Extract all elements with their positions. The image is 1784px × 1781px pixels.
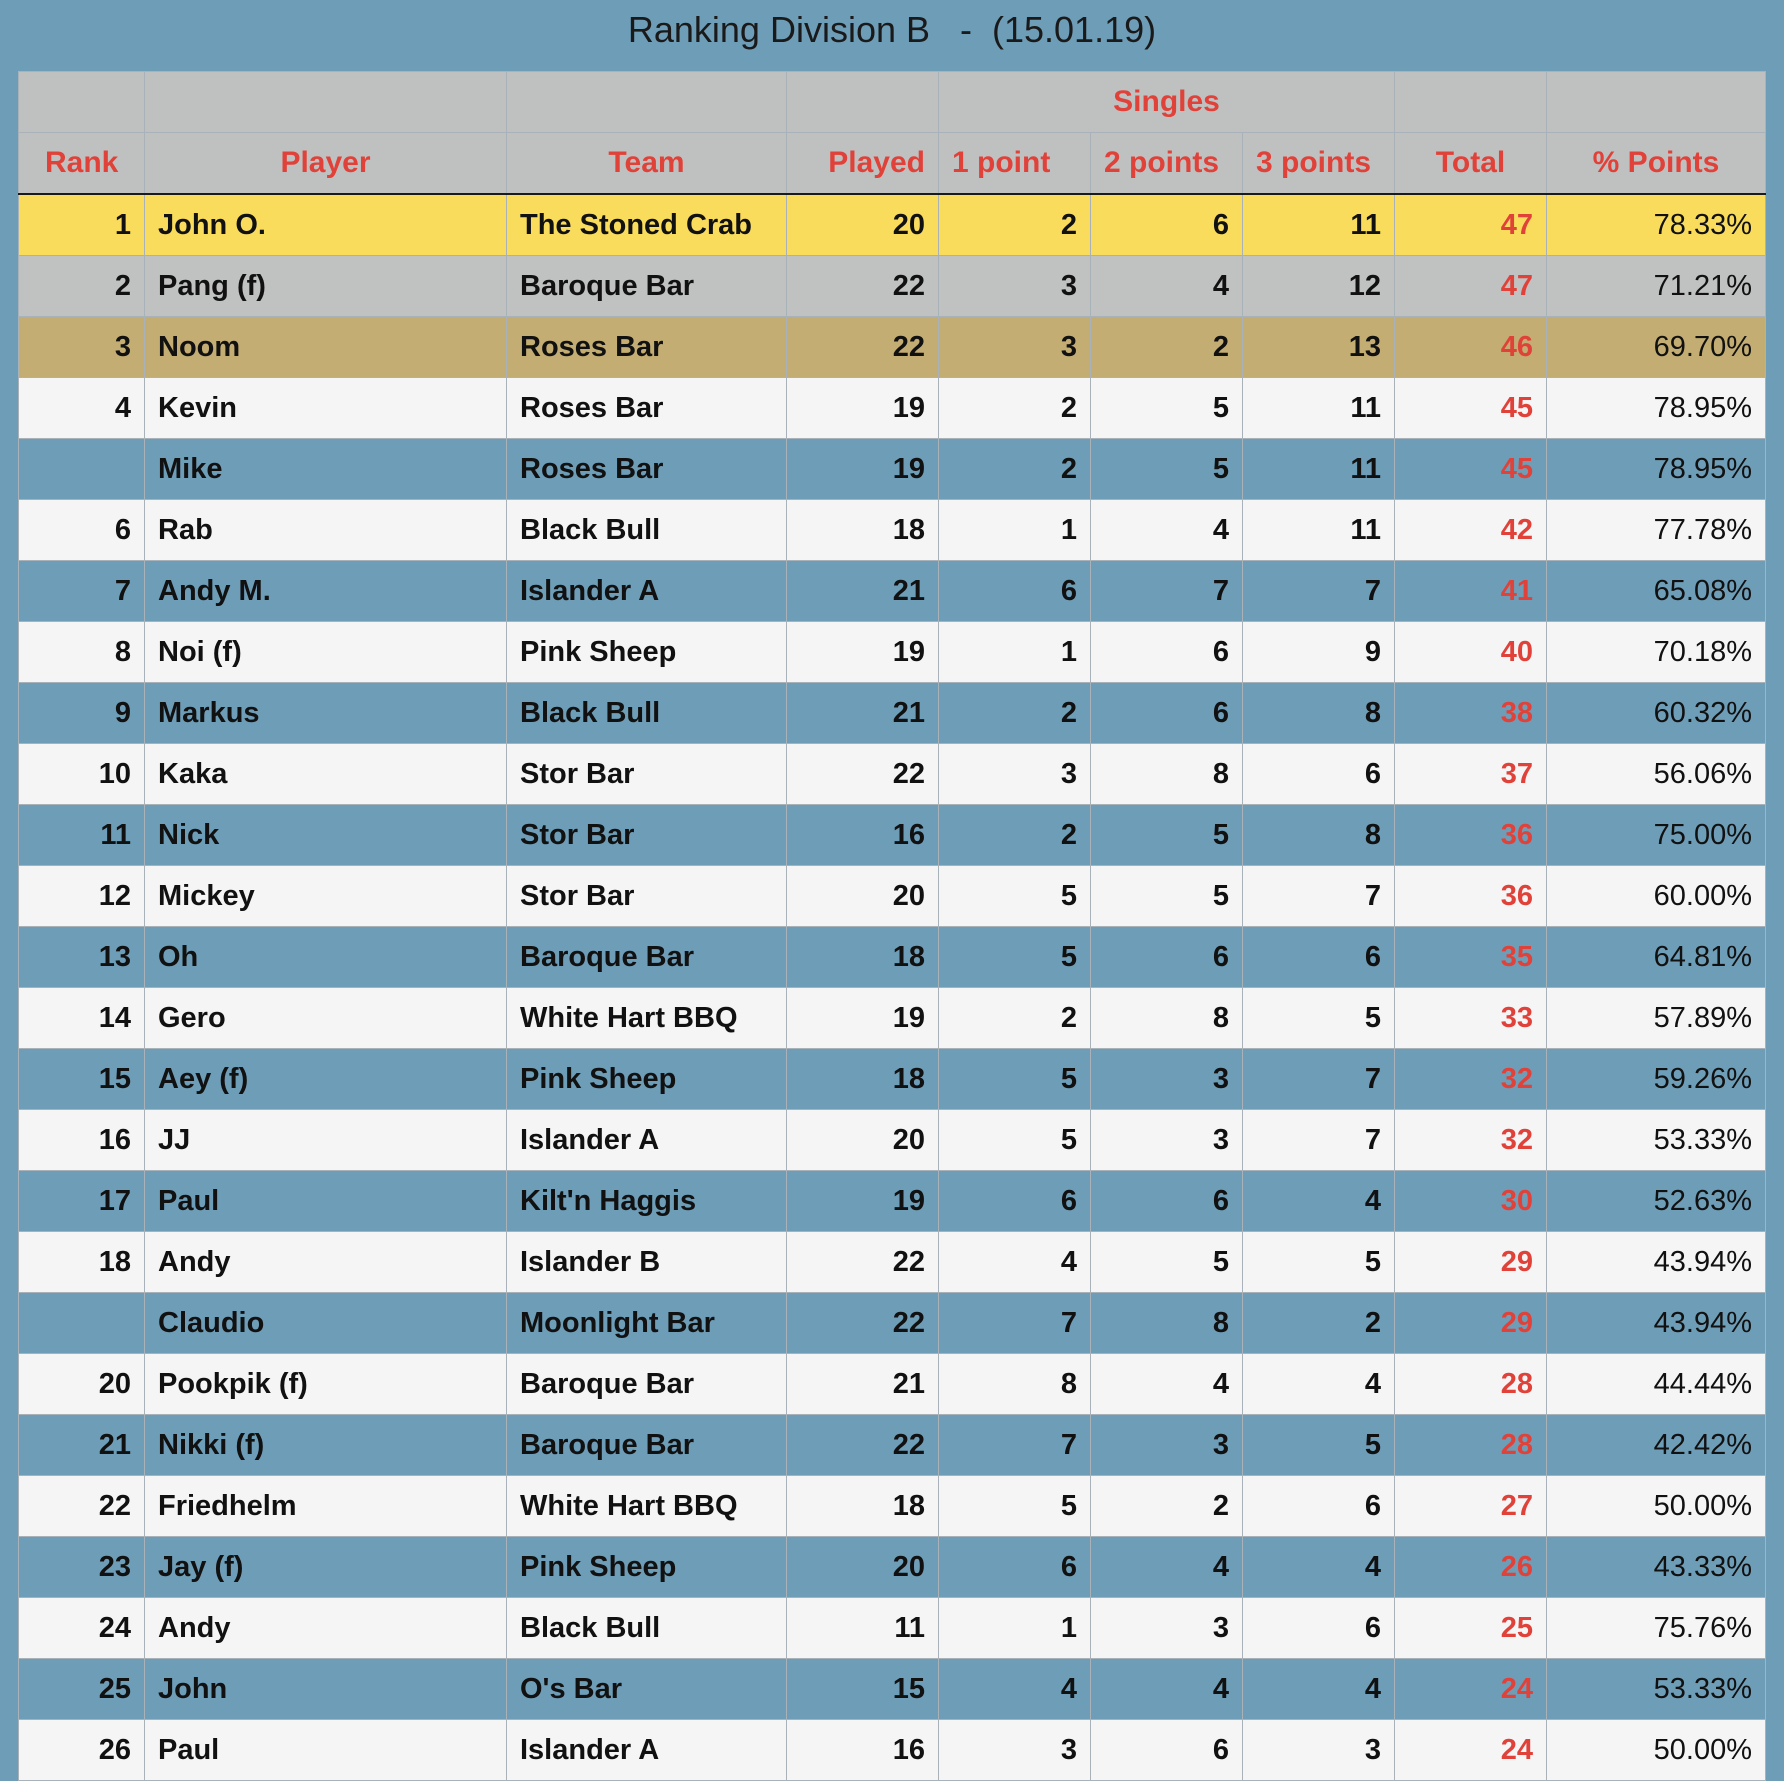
cell-percent-points: 75.00% xyxy=(1547,805,1766,866)
cell-total: 28 xyxy=(1395,1354,1547,1415)
cell-played: 16 xyxy=(787,805,939,866)
cell-3-points: 11 xyxy=(1243,439,1395,500)
cell-player: JJ xyxy=(145,1110,507,1171)
cell-played: 22 xyxy=(787,1293,939,1354)
table-row xyxy=(19,866,1766,927)
cell-total: 35 xyxy=(1395,927,1547,988)
cell-percent-points: 44.44% xyxy=(1547,1354,1766,1415)
cell-played: 11 xyxy=(787,1598,939,1659)
cell-2-points: 8 xyxy=(1091,1293,1243,1354)
ranking-rows xyxy=(19,194,1766,1781)
cell-percent-points: 71.21% xyxy=(1547,256,1766,317)
cell-player: John O. xyxy=(145,194,507,256)
cell-total: 42 xyxy=(1395,500,1547,561)
table-row xyxy=(19,194,1766,256)
cell-team: Islander A xyxy=(507,1720,787,1781)
cell-1-point: 7 xyxy=(939,1293,1091,1354)
cell-2-points: 8 xyxy=(1091,744,1243,805)
cell-rank xyxy=(19,1293,145,1354)
cell-total: 37 xyxy=(1395,744,1547,805)
cell-total: 26 xyxy=(1395,1537,1547,1598)
cell-total: 47 xyxy=(1395,256,1547,317)
cell-played: 18 xyxy=(787,500,939,561)
cell-3-points: 7 xyxy=(1243,561,1395,622)
cell-percent-points: 43.94% xyxy=(1547,1232,1766,1293)
cell-3-points: 3 xyxy=(1243,1720,1395,1781)
cell-total: 25 xyxy=(1395,1598,1547,1659)
table-row xyxy=(19,1171,1766,1232)
cell-1-point: 2 xyxy=(939,439,1091,500)
cell-played: 15 xyxy=(787,1659,939,1720)
cell-percent-points: 42.42% xyxy=(1547,1415,1766,1476)
cell-total: 30 xyxy=(1395,1171,1547,1232)
cell-total: 24 xyxy=(1395,1720,1547,1781)
header-group-row xyxy=(19,72,1766,133)
cell-rank: 15 xyxy=(19,1049,145,1110)
cell-rank: 21 xyxy=(19,1415,145,1476)
cell-played: 21 xyxy=(787,561,939,622)
cell-player: Friedhelm xyxy=(145,1476,507,1537)
cell-rank: 12 xyxy=(19,866,145,927)
cell-player: Pookpik (f) xyxy=(145,1354,507,1415)
page-title: Ranking Division B - (15.01.19) xyxy=(627,9,1157,50)
cell-played: 22 xyxy=(787,256,939,317)
cell-percent-points: 52.63% xyxy=(1547,1171,1766,1232)
cell-rank: 17 xyxy=(19,1171,145,1232)
cell-1-point: 8 xyxy=(939,1354,1091,1415)
cell-team: White Hart BBQ xyxy=(507,988,787,1049)
cell-3-points: 4 xyxy=(1243,1354,1395,1415)
cell-2-points: 3 xyxy=(1091,1415,1243,1476)
cell-player: Andy xyxy=(145,1598,507,1659)
cell-percent-points: 59.26% xyxy=(1547,1049,1766,1110)
cell-3-points: 11 xyxy=(1243,194,1395,256)
cell-2-points: 4 xyxy=(1091,500,1243,561)
cell-3-points: 4 xyxy=(1243,1537,1395,1598)
cell-rank: 20 xyxy=(19,1354,145,1415)
header-column-row xyxy=(19,133,1766,195)
ranking-table xyxy=(18,71,1766,1781)
cell-player: Kaka xyxy=(145,744,507,805)
cell-1-point: 5 xyxy=(939,1110,1091,1171)
cell-team: Stor Bar xyxy=(507,805,787,866)
table-row xyxy=(19,683,1766,744)
cell-played: 21 xyxy=(787,683,939,744)
cell-player: Mickey xyxy=(145,866,507,927)
cell-team: Islander A xyxy=(507,561,787,622)
cell-2-points: 3 xyxy=(1091,1598,1243,1659)
cell-percent-points: 78.95% xyxy=(1547,378,1766,439)
cell-percent-points: 50.00% xyxy=(1547,1720,1766,1781)
table-row xyxy=(19,1476,1766,1537)
header-blank xyxy=(1547,72,1766,133)
cell-total: 33 xyxy=(1395,988,1547,1049)
cell-team: Pink Sheep xyxy=(507,1537,787,1598)
cell-total: 29 xyxy=(1395,1293,1547,1354)
cell-played: 18 xyxy=(787,1476,939,1537)
cell-3-points: 12 xyxy=(1243,256,1395,317)
cell-played: 16 xyxy=(787,1720,939,1781)
cell-played: 19 xyxy=(787,1171,939,1232)
cell-rank: 7 xyxy=(19,561,145,622)
cell-total: 45 xyxy=(1395,439,1547,500)
cell-rank: 26 xyxy=(19,1720,145,1781)
cell-team: Roses Bar xyxy=(507,317,787,378)
cell-player: Andy M. xyxy=(145,561,507,622)
cell-team: Roses Bar xyxy=(507,378,787,439)
cell-1-point: 6 xyxy=(939,1537,1091,1598)
cell-percent-points: 43.33% xyxy=(1547,1537,1766,1598)
cell-3-points: 9 xyxy=(1243,622,1395,683)
cell-1-point: 3 xyxy=(939,1720,1091,1781)
cell-rank: 8 xyxy=(19,622,145,683)
cell-3-points: 5 xyxy=(1243,1232,1395,1293)
cell-1-point: 4 xyxy=(939,1232,1091,1293)
cell-player: Nikki (f) xyxy=(145,1415,507,1476)
column-header-player: Player xyxy=(145,133,507,195)
cell-total: 27 xyxy=(1395,1476,1547,1537)
cell-team: The Stoned Crab xyxy=(507,194,787,256)
cell-3-points: 5 xyxy=(1243,988,1395,1049)
cell-team: Pink Sheep xyxy=(507,622,787,683)
cell-2-points: 5 xyxy=(1091,378,1243,439)
cell-2-points: 5 xyxy=(1091,866,1243,927)
cell-1-point: 2 xyxy=(939,378,1091,439)
cell-3-points: 6 xyxy=(1243,744,1395,805)
table-row xyxy=(19,439,1766,500)
cell-1-point: 1 xyxy=(939,622,1091,683)
cell-1-point: 3 xyxy=(939,744,1091,805)
column-header-played: Played xyxy=(787,133,939,195)
cell-team: Black Bull xyxy=(507,500,787,561)
cell-2-points: 3 xyxy=(1091,1110,1243,1171)
cell-2-points: 5 xyxy=(1091,1232,1243,1293)
cell-percent-points: 57.89% xyxy=(1547,988,1766,1049)
cell-player: Kevin xyxy=(145,378,507,439)
cell-3-points: 5 xyxy=(1243,1415,1395,1476)
cell-total: 38 xyxy=(1395,683,1547,744)
cell-percent-points: 78.33% xyxy=(1547,194,1766,256)
cell-percent-points: 77.78% xyxy=(1547,500,1766,561)
cell-3-points: 2 xyxy=(1243,1293,1395,1354)
cell-team: Moonlight Bar xyxy=(507,1293,787,1354)
cell-total: 41 xyxy=(1395,561,1547,622)
cell-1-point: 4 xyxy=(939,1659,1091,1720)
cell-1-point: 7 xyxy=(939,1415,1091,1476)
cell-rank: 14 xyxy=(19,988,145,1049)
table-row xyxy=(19,500,1766,561)
table-row xyxy=(19,256,1766,317)
cell-played: 19 xyxy=(787,439,939,500)
cell-total: 36 xyxy=(1395,805,1547,866)
cell-played: 22 xyxy=(787,744,939,805)
cell-player: Claudio xyxy=(145,1293,507,1354)
cell-1-point: 5 xyxy=(939,927,1091,988)
cell-percent-points: 53.33% xyxy=(1547,1659,1766,1720)
cell-rank: 6 xyxy=(19,500,145,561)
cell-2-points: 3 xyxy=(1091,1049,1243,1110)
cell-rank: 13 xyxy=(19,927,145,988)
table-row xyxy=(19,1415,1766,1476)
cell-played: 22 xyxy=(787,1232,939,1293)
cell-played: 18 xyxy=(787,1049,939,1110)
table-row xyxy=(19,1720,1766,1781)
cell-played: 20 xyxy=(787,194,939,256)
column-header-team: Team xyxy=(507,133,787,195)
cell-team: White Hart BBQ xyxy=(507,1476,787,1537)
cell-team: Baroque Bar xyxy=(507,256,787,317)
cell-rank xyxy=(19,439,145,500)
cell-team: Baroque Bar xyxy=(507,1415,787,1476)
cell-3-points: 7 xyxy=(1243,1110,1395,1171)
cell-2-points: 4 xyxy=(1091,1354,1243,1415)
cell-percent-points: 43.94% xyxy=(1547,1293,1766,1354)
cell-team: Stor Bar xyxy=(507,744,787,805)
cell-1-point: 2 xyxy=(939,988,1091,1049)
cell-team: Black Bull xyxy=(507,683,787,744)
cell-1-point: 3 xyxy=(939,317,1091,378)
cell-player: John xyxy=(145,1659,507,1720)
cell-percent-points: 64.81% xyxy=(1547,927,1766,988)
cell-rank: 3 xyxy=(19,317,145,378)
cell-1-point: 2 xyxy=(939,805,1091,866)
cell-rank: 4 xyxy=(19,378,145,439)
cell-rank: 11 xyxy=(19,805,145,866)
cell-player: Jay (f) xyxy=(145,1537,507,1598)
cell-player: Noi (f) xyxy=(145,622,507,683)
cell-3-points: 6 xyxy=(1243,927,1395,988)
header-blank xyxy=(1395,72,1547,133)
cell-2-points: 5 xyxy=(1091,805,1243,866)
cell-rank: 18 xyxy=(19,1232,145,1293)
cell-total: 45 xyxy=(1395,378,1547,439)
cell-player: Nick xyxy=(145,805,507,866)
cell-3-points: 6 xyxy=(1243,1598,1395,1659)
cell-2-points: 6 xyxy=(1091,683,1243,744)
cell-2-points: 2 xyxy=(1091,317,1243,378)
cell-1-point: 6 xyxy=(939,1171,1091,1232)
cell-player: Pang (f) xyxy=(145,256,507,317)
cell-player: Markus xyxy=(145,683,507,744)
table-row xyxy=(19,1598,1766,1659)
cell-rank: 2 xyxy=(19,256,145,317)
cell-1-point: 1 xyxy=(939,500,1091,561)
table-row xyxy=(19,1354,1766,1415)
table-row xyxy=(19,1293,1766,1354)
cell-3-points: 8 xyxy=(1243,683,1395,744)
cell-team: O's Bar xyxy=(507,1659,787,1720)
cell-percent-points: 65.08% xyxy=(1547,561,1766,622)
cell-percent-points: 70.18% xyxy=(1547,622,1766,683)
cell-2-points: 6 xyxy=(1091,1720,1243,1781)
table-row xyxy=(19,805,1766,866)
cell-total: 29 xyxy=(1395,1232,1547,1293)
cell-3-points: 7 xyxy=(1243,1049,1395,1110)
cell-1-point: 1 xyxy=(939,1598,1091,1659)
cell-player: Gero xyxy=(145,988,507,1049)
cell-team: Roses Bar xyxy=(507,439,787,500)
cell-2-points: 4 xyxy=(1091,1537,1243,1598)
cell-player: Noom xyxy=(145,317,507,378)
column-header-percent-points: % Points xyxy=(1547,133,1766,195)
table-row xyxy=(19,622,1766,683)
column-header-2-points: 2 points xyxy=(1091,133,1243,195)
cell-3-points: 11 xyxy=(1243,500,1395,561)
cell-1-point: 5 xyxy=(939,866,1091,927)
table-row xyxy=(19,1110,1766,1171)
cell-1-point: 3 xyxy=(939,256,1091,317)
cell-percent-points: 50.00% xyxy=(1547,1476,1766,1537)
table-row xyxy=(19,1659,1766,1720)
cell-2-points: 2 xyxy=(1091,1476,1243,1537)
cell-percent-points: 78.95% xyxy=(1547,439,1766,500)
column-header-1-point: 1 point xyxy=(939,133,1091,195)
cell-3-points: 4 xyxy=(1243,1171,1395,1232)
cell-rank: 23 xyxy=(19,1537,145,1598)
cell-1-point: 5 xyxy=(939,1476,1091,1537)
cell-total: 47 xyxy=(1395,194,1547,256)
cell-rank: 1 xyxy=(19,194,145,256)
cell-team: Black Bull xyxy=(507,1598,787,1659)
cell-percent-points: 69.70% xyxy=(1547,317,1766,378)
cell-1-point: 2 xyxy=(939,683,1091,744)
cell-played: 22 xyxy=(787,317,939,378)
cell-played: 20 xyxy=(787,1110,939,1171)
cell-2-points: 7 xyxy=(1091,561,1243,622)
cell-played: 18 xyxy=(787,927,939,988)
cell-3-points: 8 xyxy=(1243,805,1395,866)
cell-player: Oh xyxy=(145,927,507,988)
cell-2-points: 4 xyxy=(1091,1659,1243,1720)
cell-team: Baroque Bar xyxy=(507,1354,787,1415)
cell-played: 19 xyxy=(787,622,939,683)
table-row xyxy=(19,927,1766,988)
cell-rank: 16 xyxy=(19,1110,145,1171)
cell-total: 46 xyxy=(1395,317,1547,378)
cell-1-point: 2 xyxy=(939,194,1091,256)
cell-percent-points: 60.32% xyxy=(1547,683,1766,744)
header-blank xyxy=(507,72,787,133)
cell-3-points: 6 xyxy=(1243,1476,1395,1537)
cell-percent-points: 60.00% xyxy=(1547,866,1766,927)
cell-total: 40 xyxy=(1395,622,1547,683)
column-header-3-points: 3 points xyxy=(1243,133,1395,195)
cell-played: 21 xyxy=(787,1354,939,1415)
cell-player: Aey (f) xyxy=(145,1049,507,1110)
cell-player: Paul xyxy=(145,1171,507,1232)
table-row xyxy=(19,561,1766,622)
cell-played: 20 xyxy=(787,866,939,927)
table-row xyxy=(19,317,1766,378)
header-singles-group: Singles xyxy=(939,72,1395,133)
table-row xyxy=(19,744,1766,805)
cell-rank: 24 xyxy=(19,1598,145,1659)
table-row xyxy=(19,1232,1766,1293)
header-blank xyxy=(19,72,145,133)
cell-played: 20 xyxy=(787,1537,939,1598)
cell-player: Rab xyxy=(145,500,507,561)
cell-2-points: 6 xyxy=(1091,194,1243,256)
cell-team: Islander B xyxy=(507,1232,787,1293)
cell-played: 19 xyxy=(787,378,939,439)
cell-played: 22 xyxy=(787,1415,939,1476)
cell-percent-points: 53.33% xyxy=(1547,1110,1766,1171)
cell-total: 32 xyxy=(1395,1110,1547,1171)
cell-3-points: 13 xyxy=(1243,317,1395,378)
cell-2-points: 8 xyxy=(1091,988,1243,1049)
cell-2-points: 5 xyxy=(1091,439,1243,500)
cell-3-points: 7 xyxy=(1243,866,1395,927)
table-row xyxy=(19,988,1766,1049)
cell-1-point: 6 xyxy=(939,561,1091,622)
cell-total: 28 xyxy=(1395,1415,1547,1476)
cell-percent-points: 75.76% xyxy=(1547,1598,1766,1659)
cell-rank: 9 xyxy=(19,683,145,744)
cell-total: 32 xyxy=(1395,1049,1547,1110)
cell-2-points: 4 xyxy=(1091,256,1243,317)
cell-team: Islander A xyxy=(507,1110,787,1171)
cell-2-points: 6 xyxy=(1091,1171,1243,1232)
cell-player: Andy xyxy=(145,1232,507,1293)
header-blank xyxy=(145,72,507,133)
cell-3-points: 11 xyxy=(1243,378,1395,439)
cell-1-point: 5 xyxy=(939,1049,1091,1110)
table-row xyxy=(19,1537,1766,1598)
cell-3-points: 4 xyxy=(1243,1659,1395,1720)
cell-player: Mike xyxy=(145,439,507,500)
cell-team: Kilt'n Haggis xyxy=(507,1171,787,1232)
cell-played: 19 xyxy=(787,988,939,1049)
cell-percent-points: 56.06% xyxy=(1547,744,1766,805)
cell-total: 24 xyxy=(1395,1659,1547,1720)
column-header-total: Total xyxy=(1395,133,1547,195)
header-blank xyxy=(787,72,939,133)
table-row xyxy=(19,378,1766,439)
cell-rank: 25 xyxy=(19,1659,145,1720)
cell-rank: 22 xyxy=(19,1476,145,1537)
table-row xyxy=(19,1049,1766,1110)
cell-2-points: 6 xyxy=(1091,622,1243,683)
cell-rank: 10 xyxy=(19,744,145,805)
cell-team: Baroque Bar xyxy=(507,927,787,988)
cell-team: Stor Bar xyxy=(507,866,787,927)
column-header-rank: Rank xyxy=(19,133,145,195)
cell-player: Paul xyxy=(145,1720,507,1781)
cell-2-points: 6 xyxy=(1091,927,1243,988)
cell-team: Pink Sheep xyxy=(507,1049,787,1110)
cell-total: 36 xyxy=(1395,866,1547,927)
